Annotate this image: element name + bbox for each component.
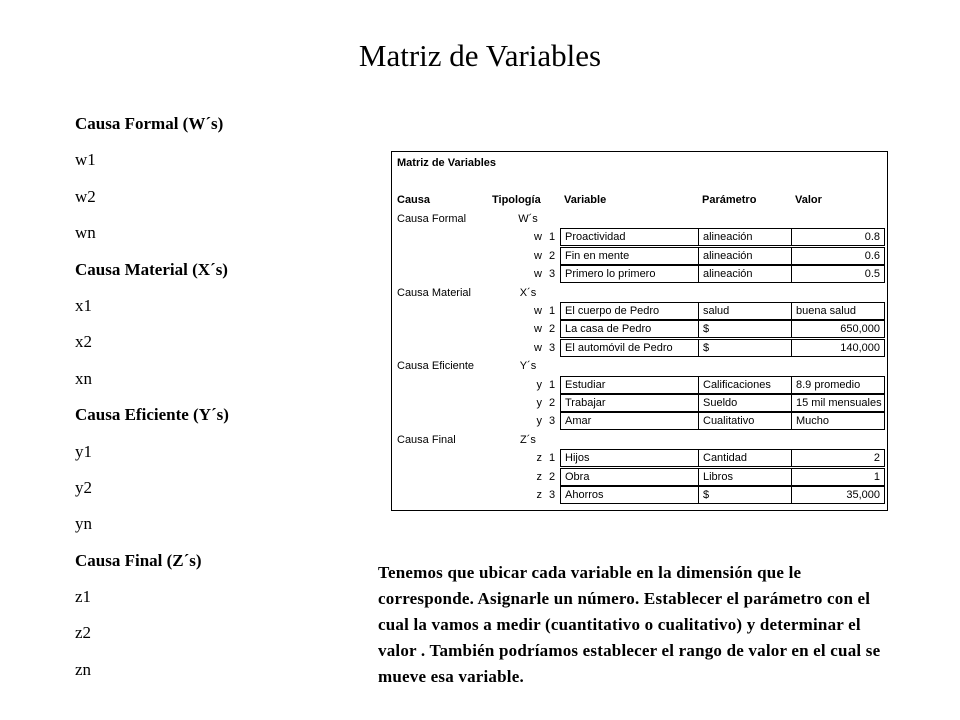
row-number: 2 <box>548 249 556 262</box>
cell-valor: 15 mil mensuales <box>791 395 885 411</box>
cell-valor: 0.8 <box>791 229 885 245</box>
row-number: 2 <box>548 397 556 409</box>
variable-item: x2 <box>75 332 92 352</box>
variable-item: yn <box>75 514 92 534</box>
table-row <box>392 394 889 412</box>
row-letter: w <box>534 323 542 336</box>
cell-valor: 0.5 <box>791 266 885 282</box>
row-letter: w <box>534 341 542 354</box>
explanation-text: Tenemos que ubicar cada variable en la dimensión que le corresponde. Asignarle un número. Establecer el parámetro con el cual la vamos a medir (cuantitativo o cualitativo) y determinar el valor . También podríamos establecer el rango de valor en el cual se mueve esa variable. <box>378 563 881 686</box>
row-cells <box>560 265 885 283</box>
table-row <box>392 486 889 504</box>
group-symbol: Y´s <box>519 360 537 373</box>
table-row <box>392 468 889 486</box>
cell-variable: El cuerpo de Pedro <box>560 303 698 319</box>
header-tipologia: Tipología <box>492 194 541 206</box>
row-letter: y <box>536 397 542 409</box>
cell-parametro: alineación <box>698 248 791 264</box>
variable-item: y2 <box>75 477 92 497</box>
row-cells <box>560 247 885 265</box>
row-cells <box>560 339 885 357</box>
variable-item: zn <box>75 659 92 679</box>
row-number: 3 <box>548 415 556 428</box>
cell-variable: Primero lo primero <box>560 266 698 282</box>
header-causa: Causa <box>397 194 431 206</box>
variable-item: z2 <box>75 623 92 643</box>
row-number: 1 <box>548 231 556 244</box>
cell-parametro: Libros <box>698 469 791 485</box>
row-cells <box>560 486 885 504</box>
row-letter: z <box>536 470 542 483</box>
table-row <box>392 376 889 394</box>
cell-variable: Estudiar <box>560 377 698 393</box>
cell-variable: Proactividad <box>560 229 698 245</box>
group-causa: Causa Material <box>397 286 471 299</box>
cell-parametro: Cualitativo <box>698 413 791 429</box>
row-number: 1 <box>548 452 556 465</box>
row-letter: w <box>534 231 542 244</box>
cell-parametro: salud <box>698 303 791 319</box>
row-letter: w <box>534 268 542 281</box>
cell-valor: 2 <box>791 450 885 466</box>
group-causa: Causa Formal <box>397 213 467 225</box>
row-number: 1 <box>548 305 556 317</box>
row-letter: z <box>536 489 542 501</box>
cell-valor: 8.9 promedio <box>791 377 885 393</box>
cell-variable: Obra <box>560 469 698 485</box>
row-number: 1 <box>548 378 556 391</box>
row-cells <box>560 376 885 394</box>
row-letter: w <box>534 249 542 262</box>
cell-valor: 140,000 <box>791 340 885 356</box>
cause-heading: Causa Formal (W´s) <box>75 114 224 133</box>
cell-valor: 1 <box>791 469 885 485</box>
table-row <box>392 449 889 467</box>
cell-parametro: Sueldo <box>698 395 791 411</box>
group-symbol: X´s <box>519 286 537 299</box>
matrix-title: Matriz de Variables <box>397 157 497 169</box>
matrix-group-row <box>392 284 889 302</box>
cell-parametro: alineación <box>698 266 791 282</box>
group-symbol: Z´s <box>520 433 536 446</box>
row-cells <box>560 302 885 320</box>
cell-valor: 35,000 <box>791 487 885 503</box>
cell-parametro: $ <box>698 487 791 503</box>
variable-item: wn <box>75 223 96 243</box>
page-title: Matriz de Variables <box>358 38 602 73</box>
table-row <box>392 339 889 357</box>
table-row <box>392 265 889 283</box>
cell-parametro: $ <box>698 321 791 337</box>
row-cells <box>560 228 885 246</box>
variable-item: z1 <box>75 587 92 607</box>
cell-valor: 0.6 <box>791 248 885 264</box>
cell-valor: 650,000 <box>791 321 885 337</box>
cell-parametro: alineación <box>698 229 791 245</box>
row-cells <box>560 394 885 412</box>
cell-variable: Amar <box>560 413 698 429</box>
row-letter: y <box>536 378 542 391</box>
cause-heading: Causa Final (Z´s) <box>75 550 202 570</box>
row-number: 3 <box>548 489 556 501</box>
cell-variable: El automóvil de Pedro <box>560 340 698 356</box>
cell-variable: Trabajar <box>560 395 698 411</box>
group-causa: Causa Eficiente <box>397 360 475 373</box>
group-causa: Causa Final <box>397 433 456 446</box>
header-valor: Valor <box>795 194 822 206</box>
header-variable: Variable <box>564 194 607 206</box>
row-letter: y <box>536 415 542 428</box>
cause-heading: Causa Material (X´s) <box>75 259 228 279</box>
cell-variable: Ahorros <box>560 487 698 503</box>
variable-item: xn <box>75 368 92 388</box>
cell-parametro: Cantidad <box>698 450 791 466</box>
cause-list <box>75 110 229 692</box>
cell-variable: Fin en mente <box>560 248 698 264</box>
row-cells <box>560 468 885 486</box>
cell-valor: Mucho <box>791 413 885 429</box>
row-cells <box>560 320 885 338</box>
row-letter: z <box>536 452 542 465</box>
matrix-group-row <box>392 210 889 228</box>
cause-heading: Causa Eficiente (Y´s) <box>75 405 229 425</box>
row-letter: w <box>534 305 542 317</box>
cell-parametro: $ <box>698 340 791 356</box>
group-symbol: W´s <box>518 213 538 225</box>
row-number: 3 <box>548 268 556 281</box>
matrix-group-row <box>392 357 889 375</box>
cell-valor: buena salud <box>791 303 885 319</box>
variable-item: w2 <box>75 186 96 206</box>
cell-variable: La casa de Pedro <box>560 321 698 337</box>
row-cells <box>560 449 885 467</box>
row-cells <box>560 412 885 430</box>
cell-parametro: Calificaciones <box>698 377 791 393</box>
variable-item: y1 <box>75 441 92 461</box>
row-number: 3 <box>548 341 556 354</box>
variable-item: x1 <box>75 295 92 315</box>
variables-matrix-table <box>391 151 888 511</box>
table-row <box>392 247 889 265</box>
table-row <box>392 412 889 430</box>
table-row <box>392 302 889 320</box>
row-number: 2 <box>548 470 556 483</box>
variable-item: w1 <box>75 150 96 170</box>
header-parametro: Parámetro <box>702 194 757 206</box>
matrix-group-row <box>392 431 889 449</box>
table-row <box>392 228 889 246</box>
row-number: 2 <box>548 323 556 336</box>
table-row <box>392 320 889 338</box>
cell-variable: Hijos <box>560 450 698 466</box>
